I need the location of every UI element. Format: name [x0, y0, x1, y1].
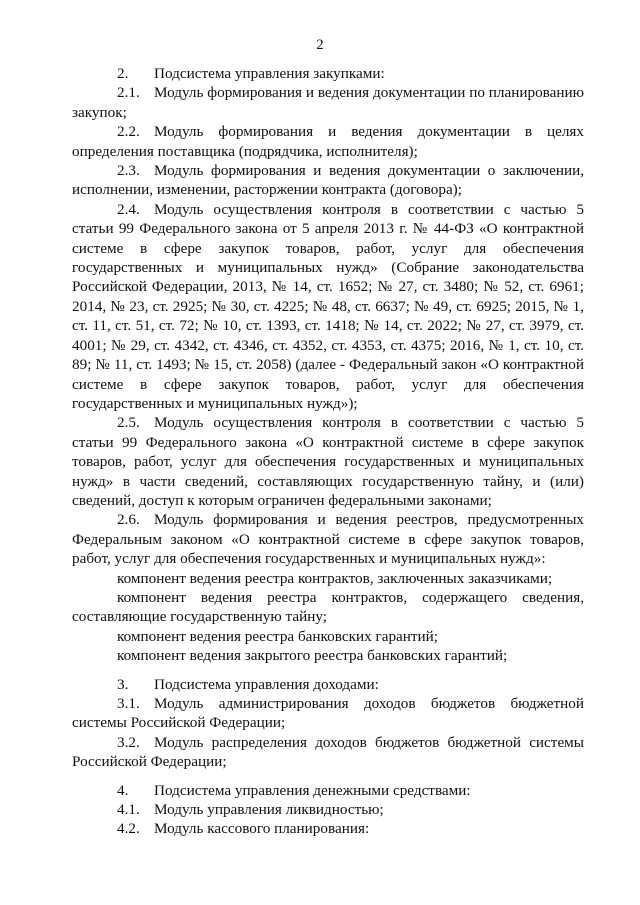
item-number: 2.4. — [117, 200, 140, 218]
list-item — [72, 83, 584, 122]
item-number: 2.2. — [117, 123, 140, 141]
page-number: 2 — [316, 37, 324, 53]
item-number: 2.1. — [117, 84, 140, 102]
item-text: Модуль управления ликвидностью; — [154, 801, 384, 819]
item-number: 4. — [117, 781, 129, 799]
item-number: 4.1. — [117, 801, 140, 819]
item-number: 4.2. — [117, 820, 140, 838]
item-number: 3.1. — [117, 695, 140, 712]
document-body — [72, 64, 584, 839]
item-text: Модуль распределения доходов бюджетов бюджетной системы Российской Федерации; — [72, 733, 584, 771]
section-heading — [72, 781, 584, 800]
component-item: компонент ведения закрытого реестра банковских гарантий; — [117, 647, 508, 665]
list-item — [72, 800, 584, 819]
list-item — [72, 694, 584, 733]
item-text: Модуль формирования и ведения документации в целях определения поставщика (подрядчика, исполнителя); — [72, 123, 584, 160]
item-number: 2. — [117, 65, 129, 82]
list-item — [72, 161, 584, 200]
list-item — [72, 733, 584, 772]
item-text: Модуль осуществления контроля в соответствии с частью 5 статьи 99 Федерального закона от 5 апреля 2013 г. № 44-ФЗ «О контрактной системе в сфере закупок товаров, работ, услуг для обеспечения государственных и муниципальных нужд» (Собрание законодательства Российской Федерации, 2013, № 14, ст. 1652; № 27, ст. 3480; № 52, ст. 6961; 2014, № 23, ст. 2925; № 30, ст. 4225; № 48, ст. 6637; № 49, ст. 6925; 2015, № 1, ст. 11, ст. 51, ст. 72; № 10, ст. 1393, ст. 1418; № 14, ст. 2022; № 27, ст. 3979, ст. 4001; № 29, ст. 4342, ст. 4346, ст. 4352, ст. 4353, ст. 4375; 2016, № 1, ст. 10, ст. 89; № 11, ст. 1493; № 15, ст. 2058) (далее - Федеральный закон «О контрактной системе в сфере закупок товаров, работ, услуг для обеспечения государственных и муниципальных нужд»); — [72, 200, 584, 412]
item-text: Модуль администрирования доходов бюджетов бюджетной системы Российской Федерации; — [72, 695, 584, 732]
item-text: Подсистема управления доходами: — [154, 675, 379, 693]
item-text: Подсистема управления закупками: — [154, 65, 385, 82]
list-item — [72, 510, 584, 568]
component-item: компонент ведения реестра контрактов, заключенных заказчиками; — [117, 569, 553, 587]
list-item — [72, 413, 584, 510]
item-text: Модуль формирования и ведения реестров, предусмотренных Федеральным законом «О контрактной системе в сфере закупок товаров, работ, услуг для обеспечения государственных и муниципальных нужд»: — [72, 511, 584, 568]
component-item: компонент ведения реестра контрактов, содержащего сведения, составляющие государственную тайну; — [72, 588, 584, 626]
item-number: 2.3. — [117, 162, 140, 180]
item-number: 2.6. — [117, 511, 140, 529]
item-number: 3.2. — [117, 733, 140, 751]
section-heading — [72, 675, 584, 694]
item-number: 2.5. — [117, 414, 140, 432]
list-item — [72, 122, 584, 161]
item-text: Подсистема управления денежными средствами: — [154, 781, 471, 799]
component-item: компонент ведения реестра банковских гарантий; — [117, 627, 439, 645]
list-item — [72, 200, 584, 413]
item-text: Модуль осуществления контроля в соответствии с частью 5 статьи 99 Федерального закона «О контрактной системе в сфере закупок товаров, работ, услуг для обеспечения государственных и муниципальных нужд» в части сведений, составляющих государственную тайну, и (или) сведений, доступ к которым ограничен федеральными законами; — [72, 414, 584, 509]
item-text: Модуль формирования и ведения документации по планированию закупок; — [72, 84, 584, 121]
item-text: Модуль кассового планирования: — [154, 820, 370, 838]
list-item — [72, 819, 584, 838]
item-number: 3. — [117, 675, 129, 693]
section-heading — [72, 64, 584, 83]
item-text: Модуль формирования и ведения документации о заключении, исполнении, изменении, расторжении контракта (договора); — [72, 162, 584, 199]
